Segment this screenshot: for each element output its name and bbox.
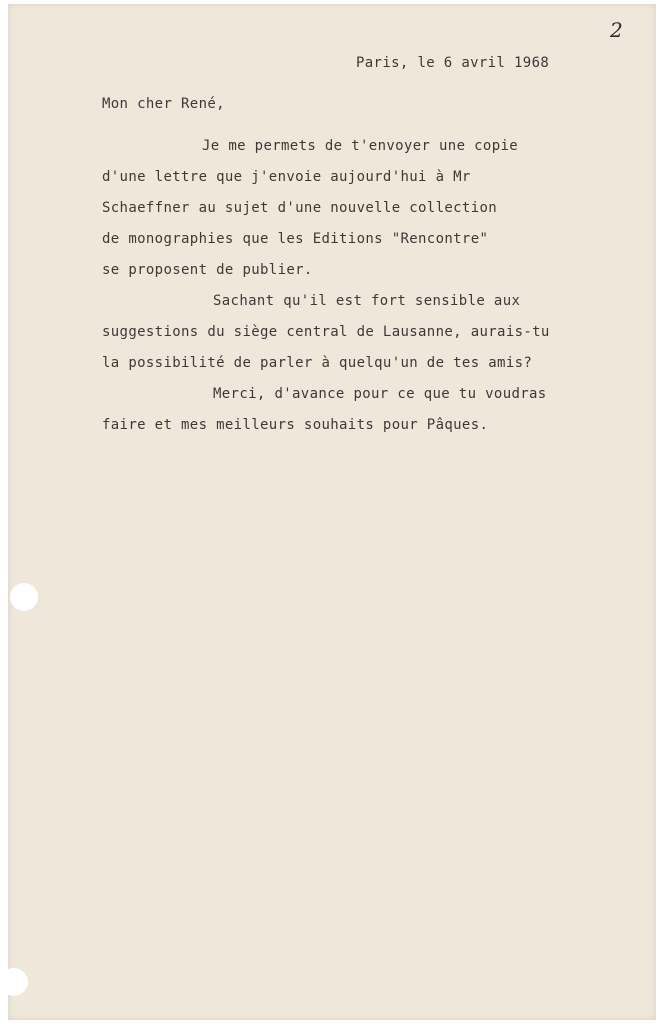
body-line: d'une lettre que j'envoie aujourd'hui à Mr	[102, 169, 471, 185]
body-line: Je me permets de t'envoyer une copie	[202, 138, 519, 154]
body-line: Sachant qu'il est fort sensible aux	[213, 293, 521, 309]
punch-hole	[0, 968, 28, 996]
body-line: la possibilité de parler à quelqu'un de tes amis?	[102, 355, 533, 371]
body-line: de monographies que les Editions "Rencontre"	[102, 231, 489, 247]
punch-hole	[10, 583, 38, 611]
body-line: Schaeffner au sujet d'une nouvelle collection	[102, 200, 498, 216]
body-line: suggestions du siège central de Lausanne, aurais-tu	[102, 324, 550, 340]
date-line: Paris, le 6 avril 1968	[356, 55, 550, 71]
page-number: 2	[610, 18, 623, 42]
letter-page	[8, 4, 656, 1020]
body-line: se proposent de publier.	[102, 262, 313, 278]
salutation: Mon cher René,	[102, 96, 225, 112]
body-line: faire et mes meilleurs souhaits pour Pâques.	[102, 417, 489, 433]
body-line: Merci, d'avance pour ce que tu voudras	[213, 386, 547, 402]
